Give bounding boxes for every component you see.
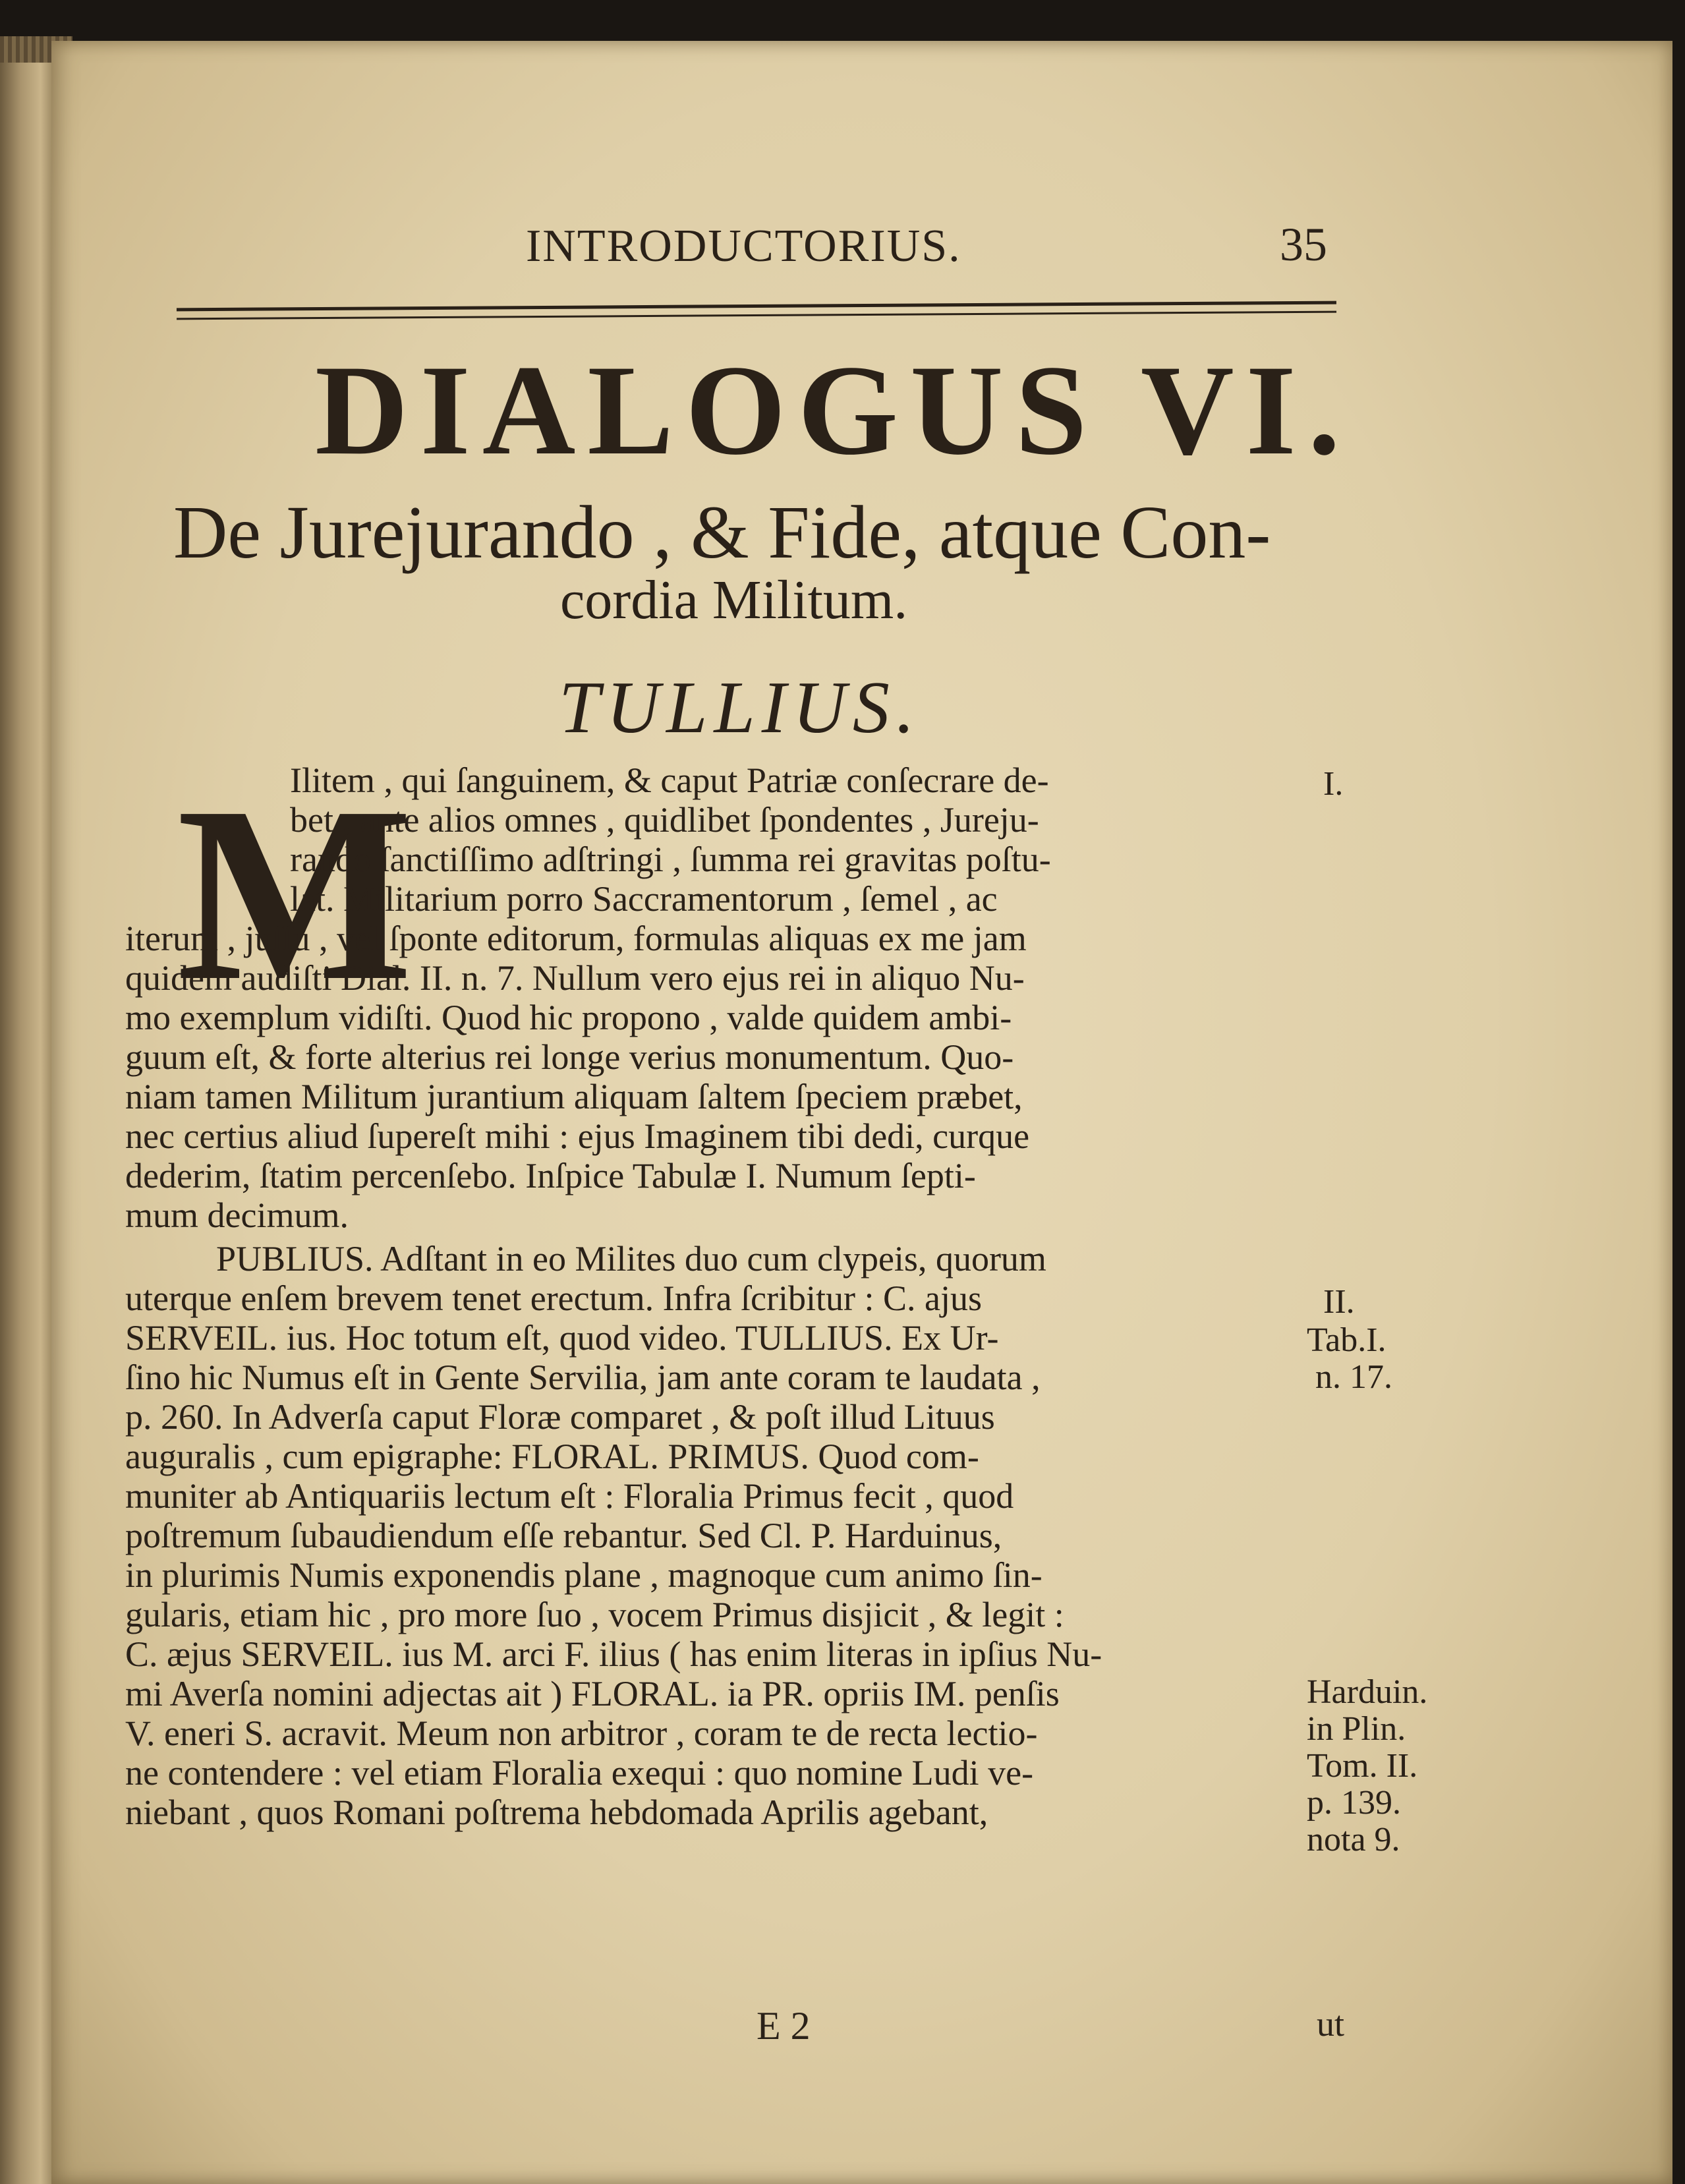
margin-note: nota 9. bbox=[1307, 1821, 1400, 1858]
margin-note: in Plin. bbox=[1307, 1710, 1406, 1748]
body-line: ne contendere : vel etiam Floralia exequi : quo nomine Ludi ve- bbox=[125, 1753, 1034, 1793]
body-line: muniter ab Antiquariis lectum eſt : Floralia Primus fecit , quod bbox=[125, 1476, 1014, 1516]
margin-note: Tom. II. bbox=[1307, 1747, 1418, 1785]
subtitle-line-2: cordia Militum. bbox=[560, 569, 908, 631]
margin-note: Tab.I. bbox=[1307, 1321, 1386, 1359]
catchword: ut bbox=[1317, 2004, 1345, 2044]
margin-note: p. 139. bbox=[1307, 1784, 1401, 1822]
running-head: INTRODUCTORIUS. bbox=[526, 221, 961, 272]
body-line: rando ſanctiſſimo adſtringi , ſumma rei gravitas poſtu- bbox=[290, 840, 1051, 879]
body-line: niam tamen Militum jurantium aliquam ſaltem ſpeciem præbet, bbox=[125, 1077, 1023, 1116]
speaker-heading: TULLIUS. bbox=[559, 667, 921, 749]
margin-note: II. bbox=[1323, 1283, 1355, 1321]
body-line: mi Averſa nomini adjectas ait ) FLORAL. ia PR. opriis IM. penſis bbox=[125, 1674, 1060, 1713]
body-line: PUBLIUS. Adſtant in eo Milites duo cum clypeis, quorum bbox=[216, 1239, 1046, 1279]
drop-capital: M bbox=[177, 755, 413, 1033]
body-line: uterque enſem brevem tenet erectum. Infra ſcribitur : C. ajus bbox=[125, 1279, 982, 1318]
body-line: bet , ante alios omnes , quidlibet ſpondentes , Jureju- bbox=[290, 800, 1039, 840]
body-line: C. æjus SERVEIL. ius M. arci F. ilius ( has enim literas in ipſius Nu- bbox=[125, 1634, 1102, 1674]
margin-note: I. bbox=[1323, 765, 1344, 803]
margin-note: Harduin. bbox=[1307, 1673, 1428, 1711]
body-line: mum decimum. bbox=[125, 1195, 349, 1235]
page-number: 35 bbox=[1280, 218, 1327, 271]
body-line: ſino hic Numus eſt in Gente Servilia, jam ante coram te laudata , bbox=[125, 1358, 1041, 1397]
body-line: iterum , juſſu , vel ſponte editorum, formulas aliquas ex me jam bbox=[125, 919, 1027, 958]
body-line: SERVEIL. ius. Hoc totum eſt, quod video. TULLIUS. Ex Ur- bbox=[125, 1318, 999, 1358]
body-line: Ilitem , qui ſanguinem, & caput Patriæ conſecrare de- bbox=[290, 761, 1049, 800]
body-line: niebant , quos Romani poſtrema hebdomada Aprilis agebant, bbox=[125, 1793, 988, 1832]
body-line: poſtremum ſubaudiendum eſſe rebantur. Sed Cl. P. Harduinus, bbox=[125, 1516, 1002, 1555]
body-line: in plurimis Numis exponendis plane , magnoque cum animo ſin- bbox=[125, 1555, 1042, 1595]
body-line: dederim, ſtatim percenſebo. Inſpice Tabulæ I. Numum ſepti- bbox=[125, 1156, 976, 1195]
body-line: guum eſt, & forte alterius rei longe verius monumentum. Quo- bbox=[125, 1037, 1014, 1077]
body-line: nec certius aliud ſupereſt mihi : ejus Imaginem tibi dedi, curque bbox=[125, 1116, 1030, 1156]
book-page bbox=[51, 41, 1672, 2184]
subtitle-line-1: De Jurejurando , & Fide, atque Con- bbox=[173, 490, 1271, 574]
signature-mark: E 2 bbox=[757, 2004, 811, 2048]
body-line: auguralis , cum epigraphe: FLORAL. PRIMUS. Quod com- bbox=[125, 1437, 979, 1476]
header-rule bbox=[177, 301, 1336, 320]
body-line: gularis, etiam hic , pro more ſuo , vocem Primus disjicit , & legit : bbox=[125, 1595, 1064, 1634]
body-line: p. 260. In Adverſa caput Floræ comparet , & poſt illud Lituus bbox=[125, 1397, 995, 1437]
margin-note: n. 17. bbox=[1315, 1358, 1392, 1396]
body-line: quidem audiſti Dial. II. n. 7. Nullum vero ejus rei in aliquo Nu- bbox=[125, 958, 1025, 998]
left-page-edge bbox=[0, 40, 58, 2184]
body-line: V. eneri S. acravit. Meum non arbitror , coram te de recta lectio- bbox=[125, 1713, 1038, 1753]
dialogue-title: DIALOGUS VI. bbox=[315, 339, 1352, 482]
body-line: mo exemplum vidiſti. Quod hic propono , valde quidem ambi- bbox=[125, 998, 1012, 1037]
body-line: lat. Militarium porro Saccramentorum , ſemel , ac bbox=[290, 879, 998, 919]
